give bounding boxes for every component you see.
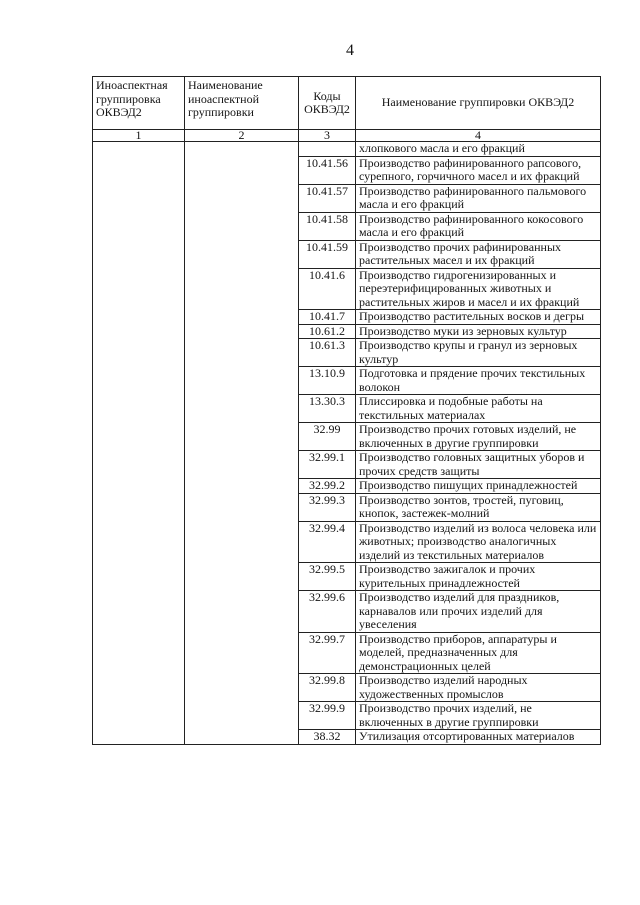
okved-code-cell: 10.41.57 xyxy=(299,184,356,212)
page-number: 4 xyxy=(346,42,354,59)
column-number: 1 xyxy=(93,130,185,142)
header-okved-name: Наименование группировки ОКВЭД2 xyxy=(356,77,601,130)
okved-code-cell: 32.99.3 xyxy=(299,493,356,521)
header-codes: Коды ОКВЭД2 xyxy=(299,77,356,130)
okved-name-cell: Производство крупы и гранул из зерновых культур xyxy=(356,339,601,367)
okved-code-cell: 10.61.3 xyxy=(299,339,356,367)
okved-code-cell: 10.41.58 xyxy=(299,212,356,240)
okved-name-cell: Производство рафинированного рапсового, сурепного, горчичного масел и их фракций xyxy=(356,156,601,184)
okved-code-cell: 32.99.7 xyxy=(299,632,356,674)
okved-name-cell: Производство изделий для праздников, карнавалов или прочих изделий для увеселения xyxy=(356,591,601,633)
okved-name-cell: Производство рафинированного пальмового масла и его фракций xyxy=(356,184,601,212)
header-group: Иноаспектная группировка ОКВЭД2 xyxy=(93,77,185,130)
okved-code-cell: 13.10.9 xyxy=(299,367,356,395)
okved-name-cell: Производство прочих готовых изделий, не включенных в другие группировки xyxy=(356,423,601,451)
okved-name-cell: Производство зажигалок и прочих курительных принадлежностей xyxy=(356,563,601,591)
okved-name-cell: Производство прочих рафинированных растительных масел и их фракций xyxy=(356,240,601,268)
okved-code-cell: 32.99.5 xyxy=(299,563,356,591)
okved-name-cell: Производство прочих изделий, не включенных в другие группировки xyxy=(356,702,601,730)
okved-name-cell: Производство муки из зерновых культур xyxy=(356,324,601,339)
okved-code-cell: 32.99 xyxy=(299,423,356,451)
column-number: 4 xyxy=(356,130,601,142)
okved-code-cell: 32.99.1 xyxy=(299,451,356,479)
okved-code-cell: 10.41.59 xyxy=(299,240,356,268)
okved-name-cell: Производство зонтов, тростей, пуговиц, кнопок, застежек-молний xyxy=(356,493,601,521)
okved-code-cell: 10.41.56 xyxy=(299,156,356,184)
header-row xyxy=(93,77,601,130)
okved-name-cell: Производство гидрогенизированных и переэтерифицированных животных и растительных жиров и масел и их фракций xyxy=(356,268,601,310)
okved-code-cell: 32.99.6 xyxy=(299,591,356,633)
okved-code-cell: 13.30.3 xyxy=(299,395,356,423)
okved-name-cell: Производство приборов, аппаратуры и моделей, предназначенных для демонстрационных целей xyxy=(356,632,601,674)
okved-name-cell: Подготовка и прядение прочих текстильных волокон xyxy=(356,367,601,395)
okved-name-cell: хлопкового масла и его фракций xyxy=(356,142,601,157)
column-number: 2 xyxy=(185,130,299,142)
column-number: 3 xyxy=(299,130,356,142)
column-numbers-row xyxy=(93,130,601,142)
okved-name-cell: Производство пишущих принадлежностей xyxy=(356,479,601,494)
okved-code-cell: 32.99.8 xyxy=(299,674,356,702)
okved-code-cell: 32.99.2 xyxy=(299,479,356,494)
table-body xyxy=(93,142,601,745)
okved-name-cell: Производство изделий из волоса человека или животных; производство аналогичных изделий из текстильных материалов xyxy=(356,521,601,563)
table-row xyxy=(93,142,601,157)
okved-name-cell: Производство головных защитных уборов и прочих средств защиты xyxy=(356,451,601,479)
okved-name-cell: Утилизация отсортированных материалов xyxy=(356,730,601,745)
okved-name-cell: Плиссировка и подобные работы на текстильных материалах xyxy=(356,395,601,423)
okved-code-cell: 38.32 xyxy=(299,730,356,745)
okved-table xyxy=(92,76,601,745)
okved-code-cell: 10.41.6 xyxy=(299,268,356,310)
group-name-cell xyxy=(185,142,299,745)
okved-code-cell xyxy=(299,142,356,157)
okved-code-cell: 10.41.7 xyxy=(299,310,356,325)
okved-name-cell: Производство изделий народных художественных промыслов xyxy=(356,674,601,702)
okved-name-cell: Производство растительных восков и дегры xyxy=(356,310,601,325)
group-cell xyxy=(93,142,185,745)
okved-code-cell: 10.61.2 xyxy=(299,324,356,339)
okved-name-cell: Производство рафинированного кокосового масла и его фракций xyxy=(356,212,601,240)
okved-code-cell: 32.99.4 xyxy=(299,521,356,563)
header-group-name: Наименование иноаспектной группировки xyxy=(185,77,299,130)
okved-code-cell: 32.99.9 xyxy=(299,702,356,730)
